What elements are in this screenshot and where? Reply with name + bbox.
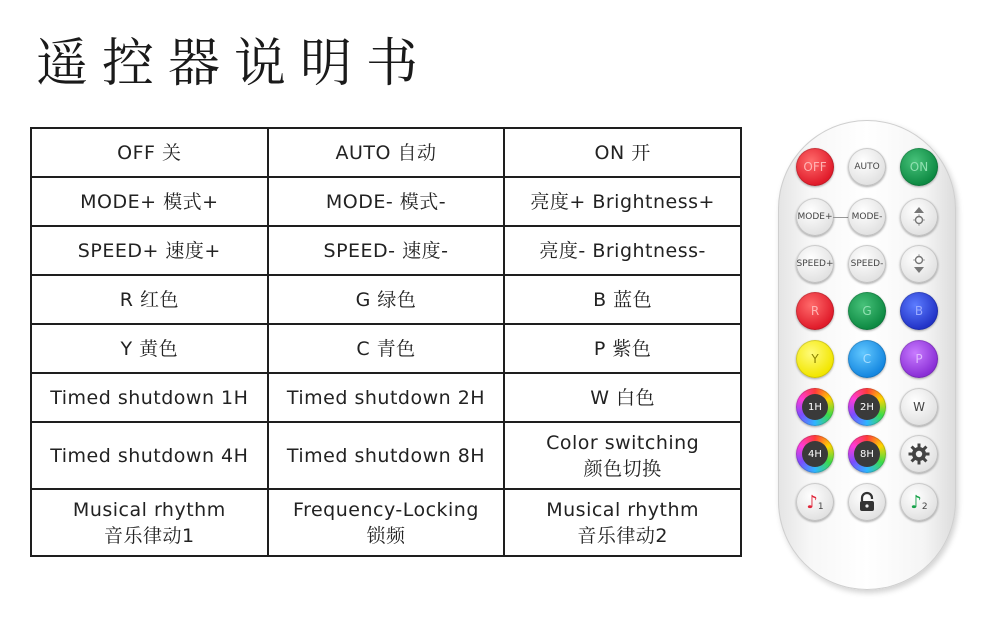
lock-icon (857, 491, 877, 513)
instruction-table (30, 127, 742, 557)
divider (833, 217, 849, 218)
cell-line-en: Musical rhythm (72, 498, 226, 521)
timer-2h-label: 2H (854, 394, 880, 420)
table-cell: R 红色 (31, 275, 268, 324)
table-row (31, 324, 741, 373)
table-cell: 亮度- Brightness- (504, 226, 741, 275)
page-title: 遥控器说明书 (36, 34, 433, 94)
music-note-icon: ♪ (806, 491, 818, 513)
green-button[interactable] (848, 292, 886, 330)
speed-plus-button[interactable] (796, 245, 834, 283)
off-label: OFF (803, 160, 827, 174)
cell-line-zh: 音乐律动1 (104, 524, 195, 547)
timer-1h-button[interactable] (796, 388, 834, 426)
yellow-button[interactable] (796, 340, 834, 378)
music-2-label: 2 (921, 502, 928, 512)
table-cell: W 白色 (504, 373, 741, 422)
timer-4h-button[interactable] (796, 435, 834, 473)
auto-label: AUTO (854, 162, 880, 172)
cyan-label: C (862, 352, 872, 366)
purple-label: P (915, 352, 923, 366)
table-cell: Timed shutdown 1H (31, 373, 268, 422)
timer-8h-button[interactable] (848, 435, 886, 473)
brightness-up-icon (908, 205, 930, 229)
cell-line-en: Color switching (546, 431, 700, 454)
table-row (31, 373, 741, 422)
table-cell: B 蓝色 (504, 275, 741, 324)
white-button[interactable] (900, 388, 938, 426)
table-cell: Y 黄色 (31, 324, 268, 373)
table-cell (31, 489, 268, 556)
music-rhythm-2-button[interactable] (900, 483, 938, 521)
table-row (31, 226, 741, 275)
timer-2h-button[interactable] (848, 388, 886, 426)
mode-plus-button[interactable] (796, 198, 834, 236)
off-button[interactable] (796, 148, 834, 186)
table-cell (504, 422, 741, 489)
table-cell: P 紫色 (504, 324, 741, 373)
red-label: R (810, 304, 820, 318)
table-cell: G 绿色 (268, 275, 505, 324)
frequency-lock-button[interactable] (848, 483, 886, 521)
table-cell: Timed shutdown 8H (268, 422, 505, 489)
brightness-down-icon (908, 252, 930, 276)
table-cell: AUTO 自动 (268, 128, 505, 177)
table-cell: SPEED- 速度- (268, 226, 505, 275)
yellow-label: Y (811, 352, 819, 366)
green-label: G (862, 304, 872, 318)
brightness-up-button[interactable] (900, 198, 938, 236)
table-row (31, 275, 741, 324)
table-cell: Timed shutdown 2H (268, 373, 505, 422)
speed-minus-label: SPEED- (850, 259, 884, 269)
speed-plus-label: SPEED+ (796, 259, 834, 269)
table-cell: 亮度+ Brightness+ (504, 177, 741, 226)
cell-line-zh: 音乐律动2 (577, 524, 668, 547)
music-1-label: 1 (817, 502, 824, 512)
cell-line-en: Frequency-Locking (293, 498, 479, 521)
table-row (31, 489, 741, 556)
table-cell: C 青色 (268, 324, 505, 373)
music-note-icon: ♪ (910, 491, 922, 513)
table-cell: OFF 关 (31, 128, 268, 177)
music-rhythm-1-button[interactable] (796, 483, 834, 521)
table-cell: SPEED+ 速度+ (31, 226, 268, 275)
mode-minus-button[interactable] (848, 198, 886, 236)
mode-minus-label: MODE- (851, 212, 883, 222)
timer-8h-label: 8H (854, 441, 880, 467)
timer-1h-label: 1H (802, 394, 828, 420)
cell-line-en: Musical rhythm (546, 498, 700, 521)
table-cell: MODE+ 模式+ (31, 177, 268, 226)
auto-button[interactable] (848, 148, 886, 186)
cyan-button[interactable] (848, 340, 886, 378)
table-cell (504, 489, 741, 556)
blue-button[interactable] (900, 292, 938, 330)
red-button[interactable] (796, 292, 834, 330)
on-button[interactable] (900, 148, 938, 186)
on-label: ON (909, 160, 929, 174)
table-row (31, 128, 741, 177)
table-cell: Timed shutdown 4H (31, 422, 268, 489)
table-cell: ON 开 (504, 128, 741, 177)
cell-line-zh: 锁频 (366, 524, 406, 547)
remote-control (778, 120, 956, 590)
color-switch-button[interactable] (900, 435, 938, 473)
mode-plus-label: MODE+ (797, 212, 833, 222)
table-row (31, 422, 741, 489)
table-row (31, 177, 741, 226)
timer-4h-label: 4H (802, 441, 828, 467)
table-cell: MODE- 模式- (268, 177, 505, 226)
table-cell (268, 489, 505, 556)
blue-label: B (914, 304, 924, 318)
purple-button[interactable] (900, 340, 938, 378)
speed-minus-button[interactable] (848, 245, 886, 283)
cell-line-zh: 颜色切换 (583, 457, 662, 480)
brightness-down-button[interactable] (900, 245, 938, 283)
gear-icon (907, 442, 931, 466)
white-label: W (913, 400, 925, 414)
